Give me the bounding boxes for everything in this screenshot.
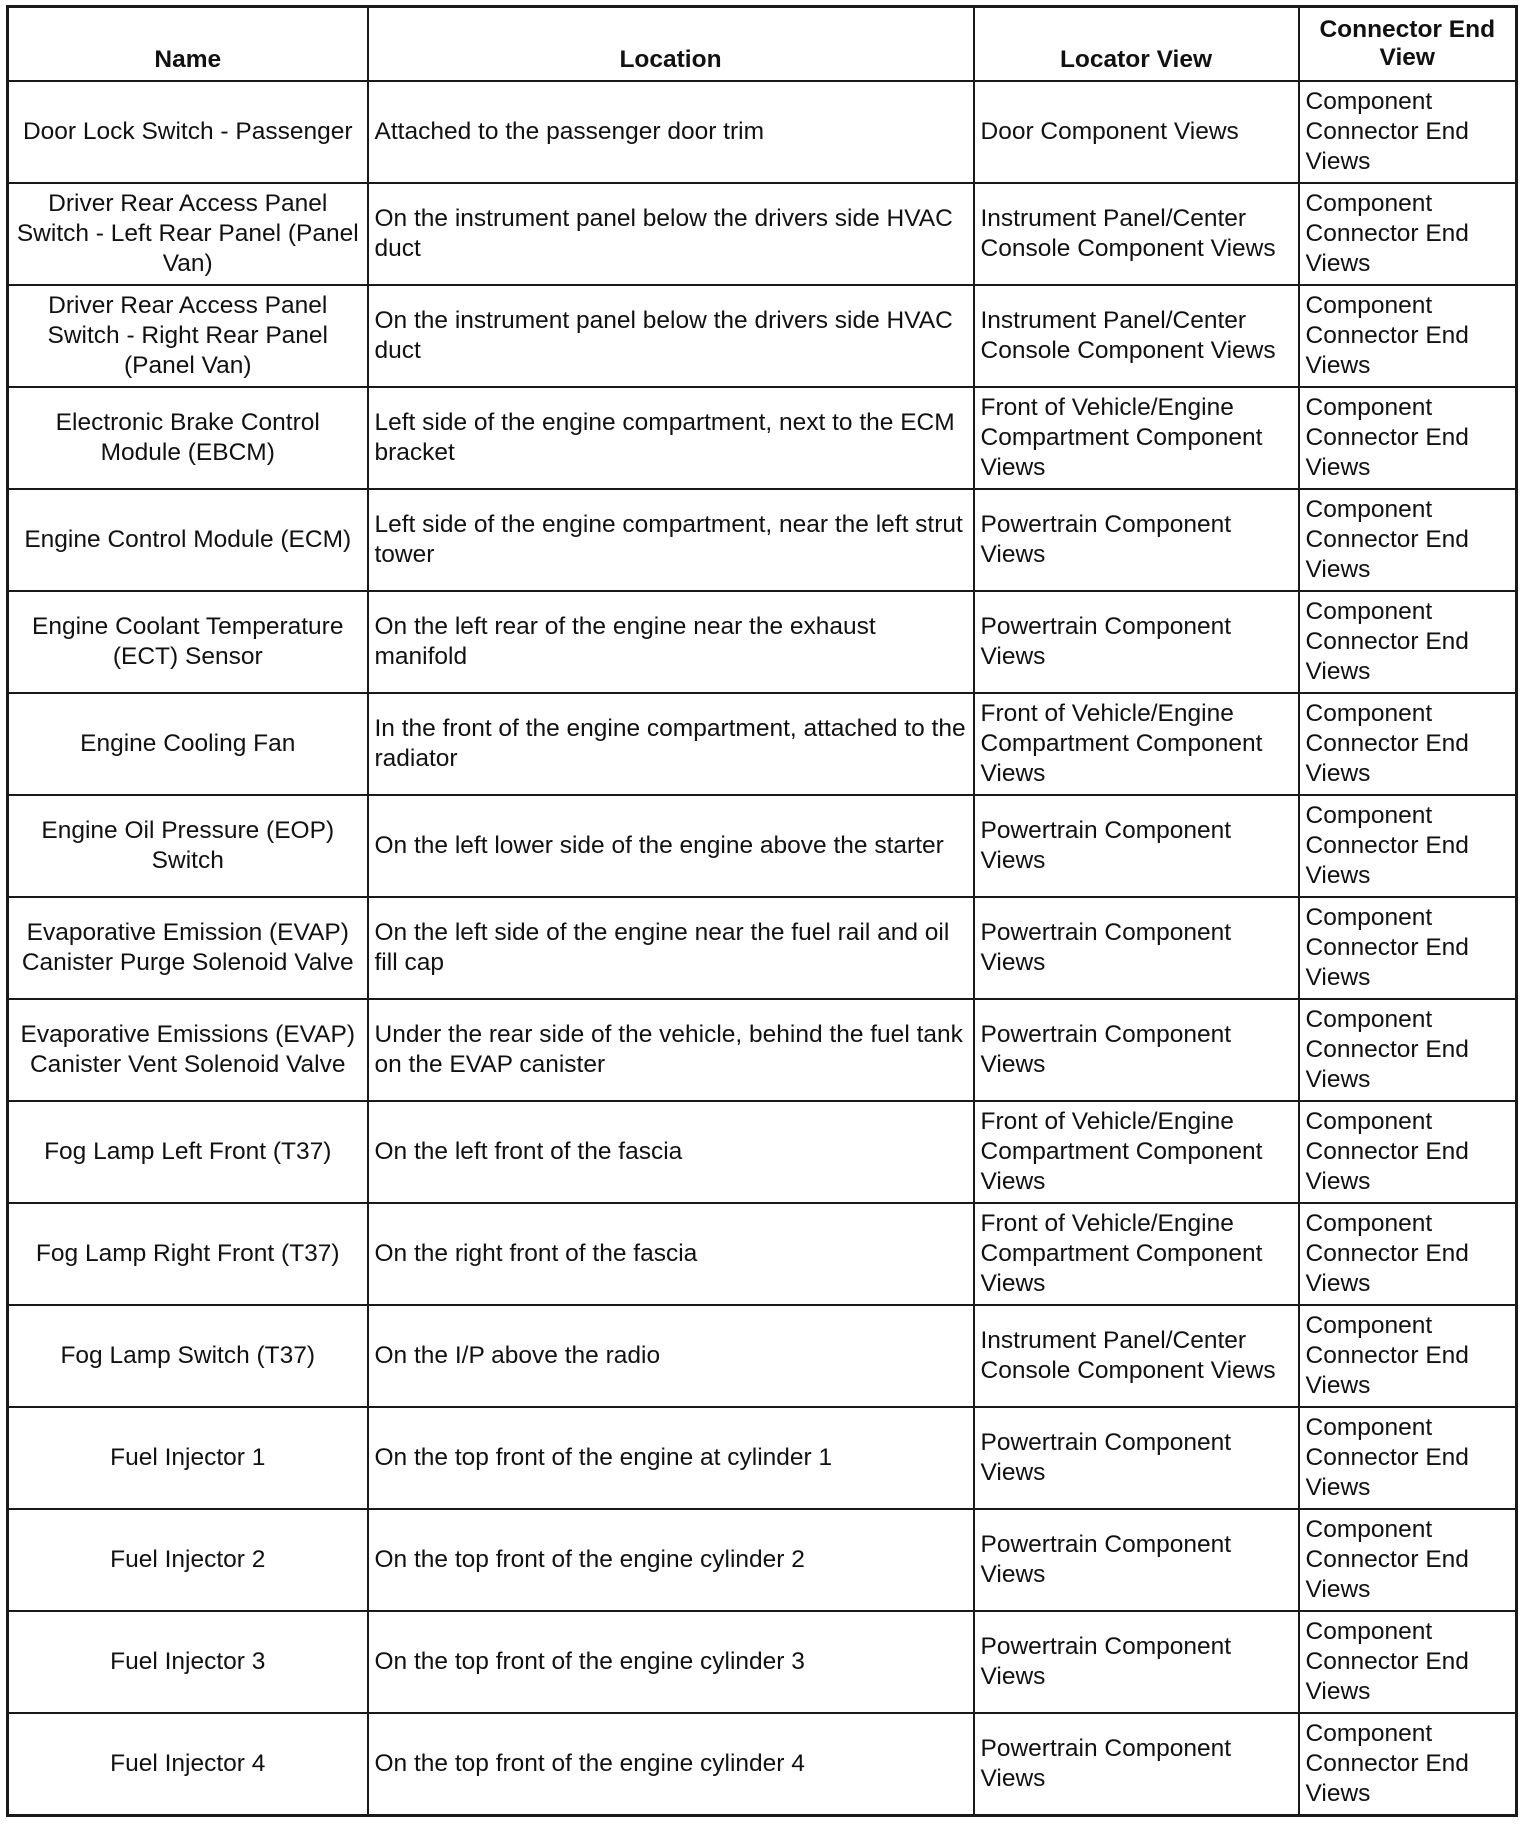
locator-view: Powertrain Component Views bbox=[974, 591, 1299, 693]
component-location: On the right front of the fascia bbox=[368, 1203, 974, 1305]
component-name: Fog Lamp Switch (T37) bbox=[8, 1305, 368, 1407]
table-row bbox=[8, 591, 1517, 693]
component-location: Under the rear side of the vehicle, behind the fuel tank on the EVAP canister bbox=[368, 999, 974, 1101]
header-connector-end-view: Connector End View bbox=[1299, 7, 1517, 81]
component-location: Left side of the engine compartment, next to the ECM bracket bbox=[368, 387, 974, 489]
connector-end-view: Component Connector End Views bbox=[1299, 1509, 1517, 1611]
connector-end-view: Component Connector End Views bbox=[1299, 999, 1517, 1101]
connector-end-view: Component Connector End Views bbox=[1299, 1101, 1517, 1203]
header-row bbox=[8, 7, 1517, 81]
table-row bbox=[8, 999, 1517, 1101]
header-locator-view: Locator View bbox=[974, 7, 1299, 81]
table-row bbox=[8, 1101, 1517, 1203]
component-location: On the top front of the engine at cylinder 1 bbox=[368, 1407, 974, 1509]
component-name: Driver Rear Access Panel Switch - Left Rear Panel (Panel Van) bbox=[8, 183, 368, 285]
component-name: Fog Lamp Left Front (T37) bbox=[8, 1101, 368, 1203]
connector-end-view: Component Connector End Views bbox=[1299, 897, 1517, 999]
component-name: Engine Oil Pressure (EOP) Switch bbox=[8, 795, 368, 897]
connector-end-view: Component Connector End Views bbox=[1299, 1407, 1517, 1509]
table-body bbox=[8, 81, 1517, 1816]
component-name: Door Lock Switch - Passenger bbox=[8, 81, 368, 183]
component-location: On the top front of the engine cylinder 3 bbox=[368, 1611, 974, 1713]
locator-view: Powertrain Component Views bbox=[974, 1509, 1299, 1611]
component-location: Left side of the engine compartment, near the left strut tower bbox=[368, 489, 974, 591]
connector-end-view: Component Connector End Views bbox=[1299, 1305, 1517, 1407]
locator-view: Front of Vehicle/Engine Compartment Component Views bbox=[974, 387, 1299, 489]
table-row bbox=[8, 795, 1517, 897]
table-row bbox=[8, 387, 1517, 489]
component-location: On the instrument panel below the drivers side HVAC duct bbox=[368, 183, 974, 285]
component-location: On the left front of the fascia bbox=[368, 1101, 974, 1203]
connector-end-view: Component Connector End Views bbox=[1299, 489, 1517, 591]
locator-view: Powertrain Component Views bbox=[974, 489, 1299, 591]
connector-end-view: Component Connector End Views bbox=[1299, 387, 1517, 489]
component-location: On the left side of the engine near the fuel rail and oil fill cap bbox=[368, 897, 974, 999]
table-row bbox=[8, 1203, 1517, 1305]
table-row bbox=[8, 1713, 1517, 1815]
component-name: Engine Coolant Temperature (ECT) Sensor bbox=[8, 591, 368, 693]
table-row bbox=[8, 183, 1517, 285]
connector-end-view: Component Connector End Views bbox=[1299, 1713, 1517, 1815]
locator-view: Powertrain Component Views bbox=[974, 897, 1299, 999]
locator-view: Powertrain Component Views bbox=[974, 1713, 1299, 1815]
header-location: Location bbox=[368, 7, 974, 81]
locator-view: Door Component Views bbox=[974, 81, 1299, 183]
component-name: Electronic Brake Control Module (EBCM) bbox=[8, 387, 368, 489]
component-location: On the top front of the engine cylinder 4 bbox=[368, 1713, 974, 1815]
connector-end-view: Component Connector End Views bbox=[1299, 795, 1517, 897]
component-name: Engine Control Module (ECM) bbox=[8, 489, 368, 591]
table-row bbox=[8, 1305, 1517, 1407]
locator-view: Powertrain Component Views bbox=[974, 999, 1299, 1101]
table-header bbox=[8, 7, 1517, 81]
component-location: On the instrument panel below the drivers side HVAC duct bbox=[368, 285, 974, 387]
table-row bbox=[8, 693, 1517, 795]
component-location: Attached to the passenger door trim bbox=[368, 81, 974, 183]
component-location: On the left rear of the engine near the exhaust manifold bbox=[368, 591, 974, 693]
component-name: Fog Lamp Right Front (T37) bbox=[8, 1203, 368, 1305]
locator-view: Front of Vehicle/Engine Compartment Component Views bbox=[974, 693, 1299, 795]
table-row bbox=[8, 1407, 1517, 1509]
connector-end-view: Component Connector End Views bbox=[1299, 285, 1517, 387]
connector-end-view: Component Connector End Views bbox=[1299, 693, 1517, 795]
connector-end-view: Component Connector End Views bbox=[1299, 1203, 1517, 1305]
component-location: In the front of the engine compartment, attached to the radiator bbox=[368, 693, 974, 795]
header-name: Name bbox=[8, 7, 368, 81]
component-name: Fuel Injector 3 bbox=[8, 1611, 368, 1713]
table-row bbox=[8, 1509, 1517, 1611]
table-row bbox=[8, 81, 1517, 183]
table-row bbox=[8, 285, 1517, 387]
component-name: Fuel Injector 2 bbox=[8, 1509, 368, 1611]
component-name: Fuel Injector 4 bbox=[8, 1713, 368, 1815]
table-row bbox=[8, 489, 1517, 591]
component-location: On the I/P above the radio bbox=[368, 1305, 974, 1407]
locator-view: Instrument Panel/Center Console Component Views bbox=[974, 285, 1299, 387]
component-name: Driver Rear Access Panel Switch - Right Rear Panel (Panel Van) bbox=[8, 285, 368, 387]
connector-end-view: Component Connector End Views bbox=[1299, 1611, 1517, 1713]
component-location: On the left lower side of the engine above the starter bbox=[368, 795, 974, 897]
table-row bbox=[8, 1611, 1517, 1713]
locator-view: Powertrain Component Views bbox=[974, 795, 1299, 897]
table-row bbox=[8, 897, 1517, 999]
component-name: Evaporative Emissions (EVAP) Canister Vent Solenoid Valve bbox=[8, 999, 368, 1101]
locator-view: Powertrain Component Views bbox=[974, 1611, 1299, 1713]
connector-end-view: Component Connector End Views bbox=[1299, 183, 1517, 285]
locator-view: Powertrain Component Views bbox=[974, 1407, 1299, 1509]
component-name: Engine Cooling Fan bbox=[8, 693, 368, 795]
component-location: On the top front of the engine cylinder 2 bbox=[368, 1509, 974, 1611]
component-name: Fuel Injector 1 bbox=[8, 1407, 368, 1509]
locator-view: Front of Vehicle/Engine Compartment Component Views bbox=[974, 1203, 1299, 1305]
component-name: Evaporative Emission (EVAP) Canister Purge Solenoid Valve bbox=[8, 897, 368, 999]
connector-end-view: Component Connector End Views bbox=[1299, 81, 1517, 183]
locator-view: Instrument Panel/Center Console Component Views bbox=[974, 1305, 1299, 1407]
locator-view: Front of Vehicle/Engine Compartment Component Views bbox=[974, 1101, 1299, 1203]
connector-end-view: Component Connector End Views bbox=[1299, 591, 1517, 693]
locator-view: Instrument Panel/Center Console Component Views bbox=[974, 183, 1299, 285]
component-locator-table bbox=[6, 5, 1518, 1817]
